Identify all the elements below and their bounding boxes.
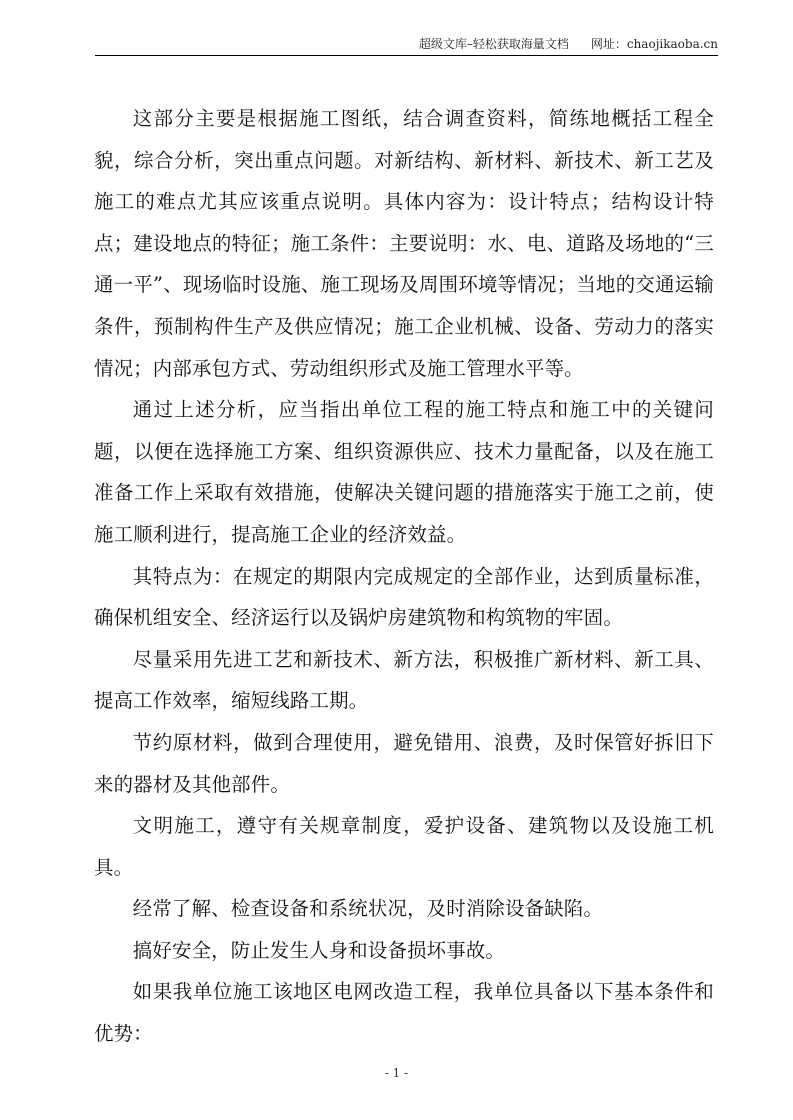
page-number: - 1 -	[384, 1066, 409, 1080]
paragraph: 经常了解、检查设备和系统状况，及时消除设备缺陷。	[132, 897, 603, 921]
document-body	[94, 98, 714, 1055]
paragraph: 节约原材料，做到合理使用，避免错用、浪费，及时保管好拆旧下来的器材及其他部件。	[94, 730, 714, 796]
site-title: 超级文库–轻松获取海量文档	[418, 37, 569, 51]
paragraph: 通过上述分析，应当指出单位工程的施工特点和施工中的关键问题，以便在选择施工方案、组织资源供应、技术力量配备，以及在施工准备工作上采取有效措施，使解决关键问题的措施落实于施工之前，使施工顺利进行，提高施工企业的经济效益。	[94, 398, 714, 546]
paragraph: 这部分主要是根据施工图纸，结合调查资料，简练地概括工程全貌，综合分析，突出重点问题。对新结构、新材料、新技术、新工艺及施工的难点尤其应该重点说明。具体内容为：设计特点；结构设计特点；建设地点的特征；施工条件：主要说明：水、电、道路及场地的“三通一平”、现场临时设施、施工现场及周围环境等情况；当地的交通运输条件，预制构件生产及供应情况；施工企业机械、设备、劳动力的落实情况；内部承包方式、劳动组织形式及施工管理水平等。	[94, 107, 714, 380]
site-url: 网址：chaojikaoba.cn	[590, 37, 718, 51]
page-header	[95, 36, 718, 56]
paragraph: 尽量采用先进工艺和新技术、新方法，积极推广新材料、新工具、提高工作效率，缩短线路工期。	[94, 647, 714, 713]
paragraph: 其特点为：在规定的期限内完成规定的全部作业，达到质量标准，确保机组安全、经济运行以及锅炉房建筑物和构筑物的牢固。	[94, 564, 714, 630]
paragraph: 如果我单位施工该地区电网改造工程，我单位具备以下基本条件和优势：	[94, 980, 714, 1046]
paragraph: 搞好安全，防止发生人身和设备损坏事故。	[132, 938, 506, 962]
paragraph: 文明施工，遵守有关规章制度，爱护设备、建筑物以及设施工机具。	[94, 814, 714, 879]
